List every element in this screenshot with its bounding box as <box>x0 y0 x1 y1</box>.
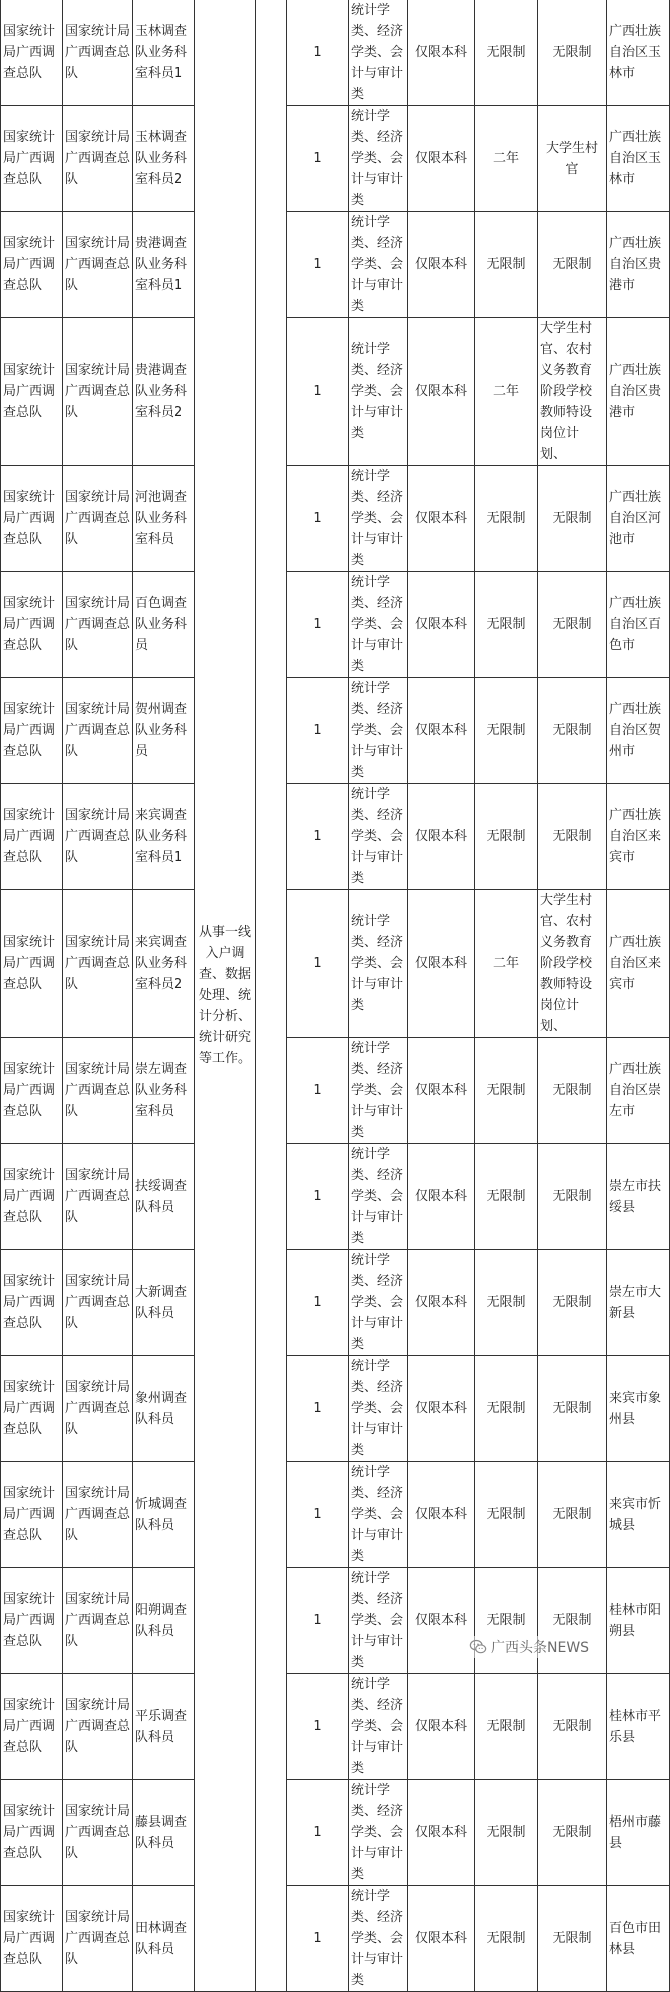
position-cell: 来宾调查队业务科室科员1 <box>133 784 195 890</box>
headcount-cell: 1 <box>287 1462 349 1568</box>
unit-cell: 国家统计局广西调查总队 <box>1 106 63 212</box>
grassroots-project-cell: 无限制 <box>538 212 607 318</box>
unit-cell: 国家统计局广西调查总队 <box>1 466 63 572</box>
location-cell: 广西壮族自治区来宾市 <box>607 890 670 1038</box>
headcount-cell: 1 <box>287 212 349 318</box>
education-cell: 仅限本科 <box>408 1674 475 1780</box>
education-cell: 仅限本科 <box>408 466 475 572</box>
position-cell: 忻城调查队科员 <box>133 1462 195 1568</box>
position-cell: 平乐调查队科员 <box>133 1674 195 1780</box>
education-cell: 仅限本科 <box>408 678 475 784</box>
department-cell: 国家统计局广西调查总队 <box>63 1144 133 1250</box>
department-cell: 国家统计局广西调查总队 <box>63 572 133 678</box>
grassroots-project-cell: 无限制 <box>538 1780 607 1886</box>
work-experience-cell: 无限制 <box>475 678 538 784</box>
unit-cell: 国家统计局广西调查总队 <box>1 1886 63 1992</box>
position-cell: 玉林调查队业务科室科员2 <box>133 106 195 212</box>
location-cell: 桂林市阳朔县 <box>607 1568 670 1674</box>
table-row <box>1 318 670 466</box>
work-experience-cell: 无限制 <box>475 466 538 572</box>
work-experience-cell: 二年 <box>475 318 538 466</box>
headcount-cell: 1 <box>287 1250 349 1356</box>
work-experience-cell: 无限制 <box>475 784 538 890</box>
positions-table-body <box>1 0 670 1992</box>
education-cell: 仅限本科 <box>408 1886 475 1992</box>
unit-cell: 国家统计局广西调查总队 <box>1 0 63 106</box>
education-cell: 仅限本科 <box>408 890 475 1038</box>
work-experience-cell: 无限制 <box>475 572 538 678</box>
education-cell: 仅限本科 <box>408 1038 475 1144</box>
position-cell: 大新调查队科员 <box>133 1250 195 1356</box>
headcount-cell: 1 <box>287 890 349 1038</box>
major-cell: 统计学类、经济学类、会计与审计类 <box>349 318 408 466</box>
work-experience-cell: 无限制 <box>475 1780 538 1886</box>
unit-cell: 国家统计局广西调查总队 <box>1 1144 63 1250</box>
work-experience-cell: 无限制 <box>475 1674 538 1780</box>
position-cell: 玉林调查队业务科室科员1 <box>133 0 195 106</box>
job-duty-cell: 从事一线入户调查、数据处理、统计分析、统计研究等工作。 <box>195 0 256 1992</box>
table-row <box>1 784 670 890</box>
unit-cell: 国家统计局广西调查总队 <box>1 1674 63 1780</box>
table-row <box>1 678 670 784</box>
location-cell: 广西壮族自治区贵港市 <box>607 212 670 318</box>
grassroots-project-cell: 无限制 <box>538 678 607 784</box>
location-cell: 广西壮族自治区贺州市 <box>607 678 670 784</box>
table-row <box>1 1250 670 1356</box>
table-row <box>1 1780 670 1886</box>
department-cell: 国家统计局广西调查总队 <box>63 1356 133 1462</box>
department-cell: 国家统计局广西调查总队 <box>63 678 133 784</box>
work-experience-cell: 无限制 <box>475 1568 538 1674</box>
watermark-text: 广西头条NEWS <box>491 1640 590 1656</box>
headcount-cell: 1 <box>287 1780 349 1886</box>
table-row <box>1 106 670 212</box>
location-cell: 广西壮族自治区河池市 <box>607 466 670 572</box>
major-cell: 统计学类、经济学类、会计与审计类 <box>349 1568 408 1674</box>
unit-cell: 国家统计局广西调查总队 <box>1 1250 63 1356</box>
department-cell: 国家统计局广西调查总队 <box>63 466 133 572</box>
table-row <box>1 1356 670 1462</box>
location-cell: 来宾市象州县 <box>607 1356 670 1462</box>
major-cell: 统计学类、经济学类、会计与审计类 <box>349 1462 408 1568</box>
education-cell: 仅限本科 <box>408 1462 475 1568</box>
unit-cell: 国家统计局广西调查总队 <box>1 572 63 678</box>
table-row <box>1 1886 670 1992</box>
major-cell: 统计学类、经济学类、会计与审计类 <box>349 1674 408 1780</box>
headcount-cell: 1 <box>287 572 349 678</box>
education-cell: 仅限本科 <box>408 784 475 890</box>
grassroots-project-cell: 大学生村官 <box>538 106 607 212</box>
work-experience-cell: 无限制 <box>475 1356 538 1462</box>
headcount-cell: 1 <box>287 784 349 890</box>
education-cell: 仅限本科 <box>408 106 475 212</box>
department-cell: 国家统计局广西调查总队 <box>63 1674 133 1780</box>
work-experience-cell: 无限制 <box>475 1038 538 1144</box>
major-cell: 统计学类、经济学类、会计与审计类 <box>349 1780 408 1886</box>
education-cell: 仅限本科 <box>408 1356 475 1462</box>
major-cell: 统计学类、经济学类、会计与审计类 <box>349 1038 408 1144</box>
department-cell: 国家统计局广西调查总队 <box>63 0 133 106</box>
unit-cell: 国家统计局广西调查总队 <box>1 212 63 318</box>
headcount-cell: 1 <box>287 1568 349 1674</box>
major-cell: 统计学类、经济学类、会计与审计类 <box>349 212 408 318</box>
position-cell: 来宾调查队业务科室科员2 <box>133 890 195 1038</box>
headcount-cell: 1 <box>287 466 349 572</box>
unit-cell: 国家统计局广西调查总队 <box>1 1038 63 1144</box>
position-cell: 扶绥调查队科员 <box>133 1144 195 1250</box>
unit-cell: 国家统计局广西调查总队 <box>1 1462 63 1568</box>
work-experience-cell: 无限制 <box>475 212 538 318</box>
location-cell: 广西壮族自治区贵港市 <box>607 318 670 466</box>
department-cell: 国家统计局广西调查总队 <box>63 106 133 212</box>
headcount-cell: 1 <box>287 1886 349 1992</box>
unit-cell: 国家统计局广西调查总队 <box>1 1568 63 1674</box>
education-cell: 仅限本科 <box>408 1144 475 1250</box>
major-cell: 统计学类、经济学类、会计与审计类 <box>349 1356 408 1462</box>
education-cell: 仅限本科 <box>408 1250 475 1356</box>
watermark <box>465 1636 593 1658</box>
grassroots-project-cell: 大学生村官、农村义务教育阶段学校教师特设岗位计划、 <box>538 890 607 1038</box>
grassroots-project-cell: 无限制 <box>538 784 607 890</box>
work-experience-cell: 无限制 <box>475 1144 538 1250</box>
unit-cell: 国家统计局广西调查总队 <box>1 1780 63 1886</box>
location-cell: 崇左市大新县 <box>607 1250 670 1356</box>
education-cell: 仅限本科 <box>408 1780 475 1886</box>
department-cell: 国家统计局广西调查总队 <box>63 1250 133 1356</box>
grassroots-project-cell: 无限制 <box>538 1674 607 1780</box>
grassroots-project-cell: 无限制 <box>538 1250 607 1356</box>
grassroots-project-cell: 无限制 <box>538 572 607 678</box>
table-row <box>1 1674 670 1780</box>
table-row <box>1 572 670 678</box>
headcount-cell: 1 <box>287 1674 349 1780</box>
unit-cell: 国家统计局广西调查总队 <box>1 1356 63 1462</box>
location-cell: 百色市田林县 <box>607 1886 670 1992</box>
position-cell: 河池调查队业务科室科员 <box>133 466 195 572</box>
major-cell: 统计学类、经济学类、会计与审计类 <box>349 106 408 212</box>
grassroots-project-cell: 无限制 <box>538 1038 607 1144</box>
grassroots-project-cell: 无限制 <box>538 0 607 106</box>
position-cell: 贵港调查队业务科室科员1 <box>133 212 195 318</box>
unit-cell: 国家统计局广西调查总队 <box>1 678 63 784</box>
major-cell: 统计学类、经济学类、会计与审计类 <box>349 784 408 890</box>
table-row <box>1 890 670 1038</box>
position-cell: 贺州调查队业务科员 <box>133 678 195 784</box>
education-cell: 仅限本科 <box>408 212 475 318</box>
location-cell: 广西壮族自治区玉林市 <box>607 106 670 212</box>
department-cell: 国家统计局广西调查总队 <box>63 784 133 890</box>
headcount-cell: 1 <box>287 318 349 466</box>
unit-cell: 国家统计局广西调查总队 <box>1 318 63 466</box>
position-cell: 百色调查队业务科员 <box>133 572 195 678</box>
table-row <box>1 0 670 106</box>
major-cell: 统计学类、经济学类、会计与审计类 <box>349 1144 408 1250</box>
headcount-cell: 1 <box>287 1144 349 1250</box>
grassroots-project-cell: 无限制 <box>538 466 607 572</box>
work-experience-cell: 二年 <box>475 890 538 1038</box>
work-experience-cell: 无限制 <box>475 1462 538 1568</box>
department-cell: 国家统计局广西调查总队 <box>63 1886 133 1992</box>
table-row <box>1 1038 670 1144</box>
work-experience-cell: 无限制 <box>475 1886 538 1992</box>
position-cell: 崇左调查队业务科室科员 <box>133 1038 195 1144</box>
location-cell: 广西壮族自治区崇左市 <box>607 1038 670 1144</box>
location-cell: 广西壮族自治区玉林市 <box>607 0 670 106</box>
location-cell: 桂林市平乐县 <box>607 1674 670 1780</box>
position-cell: 田林调查队科员 <box>133 1886 195 1992</box>
headcount-cell: 1 <box>287 0 349 106</box>
department-cell: 国家统计局广西调查总队 <box>63 1780 133 1886</box>
major-cell: 统计学类、经济学类、会计与审计类 <box>349 0 408 106</box>
grassroots-project-cell: 大学生村官、农村义务教育阶段学校教师特设岗位计划、 <box>538 318 607 466</box>
grassroots-project-cell: 无限制 <box>538 1144 607 1250</box>
blank-column-cell <box>256 0 287 1992</box>
position-cell: 象州调查队科员 <box>133 1356 195 1462</box>
location-cell: 梧州市藤县 <box>607 1780 670 1886</box>
table-row <box>1 212 670 318</box>
location-cell: 广西壮族自治区来宾市 <box>607 784 670 890</box>
grassroots-project-cell: 无限制 <box>538 1356 607 1462</box>
major-cell: 统计学类、经济学类、会计与审计类 <box>349 1250 408 1356</box>
department-cell: 国家统计局广西调查总队 <box>63 1568 133 1674</box>
major-cell: 统计学类、经济学类、会计与审计类 <box>349 466 408 572</box>
major-cell: 统计学类、经济学类、会计与审计类 <box>349 572 408 678</box>
location-cell: 广西壮族自治区百色市 <box>607 572 670 678</box>
grassroots-project-cell: 无限制 <box>538 1886 607 1992</box>
major-cell: 统计学类、经济学类、会计与审计类 <box>349 1886 408 1992</box>
education-cell: 仅限本科 <box>408 572 475 678</box>
grassroots-project-cell: 无限制 <box>538 1568 607 1674</box>
table-row <box>1 1144 670 1250</box>
position-cell: 阳朔调查队科员 <box>133 1568 195 1674</box>
major-cell: 统计学类、经济学类、会计与审计类 <box>349 678 408 784</box>
location-cell: 来宾市忻城县 <box>607 1462 670 1568</box>
education-cell: 仅限本科 <box>408 318 475 466</box>
position-cell: 贵港调查队业务科室科员2 <box>133 318 195 466</box>
location-cell: 崇左市扶绥县 <box>607 1144 670 1250</box>
position-cell: 藤县调查队科员 <box>133 1780 195 1886</box>
department-cell: 国家统计局广西调查总队 <box>63 318 133 466</box>
education-cell: 仅限本科 <box>408 0 475 106</box>
work-experience-cell: 无限制 <box>475 0 538 106</box>
table-row <box>1 466 670 572</box>
wechat-logo-icon <box>469 1638 487 1656</box>
department-cell: 国家统计局广西调查总队 <box>63 1462 133 1568</box>
headcount-cell: 1 <box>287 678 349 784</box>
work-experience-cell: 无限制 <box>475 1250 538 1356</box>
work-experience-cell: 二年 <box>475 106 538 212</box>
department-cell: 国家统计局广西调查总队 <box>63 1038 133 1144</box>
table-row <box>1 1462 670 1568</box>
education-cell: 仅限本科 <box>408 1568 475 1674</box>
major-cell: 统计学类、经济学类、会计与审计类 <box>349 890 408 1038</box>
department-cell: 国家统计局广西调查总队 <box>63 212 133 318</box>
headcount-cell: 1 <box>287 106 349 212</box>
unit-cell: 国家统计局广西调查总队 <box>1 784 63 890</box>
department-cell: 国家统计局广西调查总队 <box>63 890 133 1038</box>
headcount-cell: 1 <box>287 1038 349 1144</box>
headcount-cell: 1 <box>287 1356 349 1462</box>
unit-cell: 国家统计局广西调查总队 <box>1 890 63 1038</box>
grassroots-project-cell: 无限制 <box>538 1462 607 1568</box>
